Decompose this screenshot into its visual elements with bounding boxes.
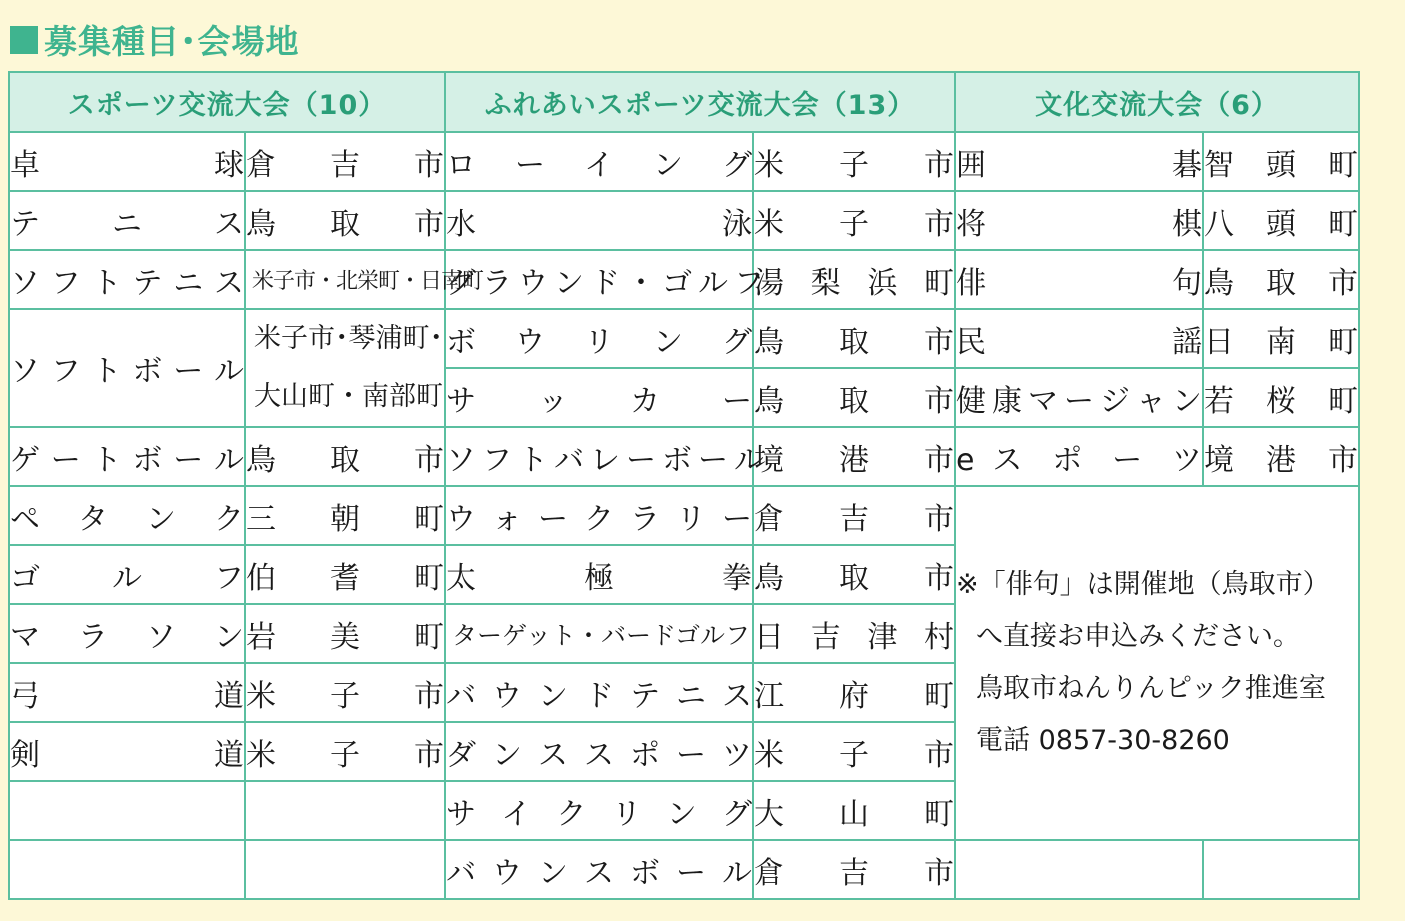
culture-event: e ス ポ ー ツ [955,427,1203,486]
empty-cell [245,781,445,840]
culture-event: 囲 碁 [955,132,1203,191]
culture-venue: 鳥 取 市 [1203,250,1359,309]
fureai-venue: 米 子 市 [753,191,955,250]
empty-cell [1203,840,1359,899]
culture-event: 健 康 マ ー ジ ャ ン [955,368,1203,427]
culture-venue: 日 南 町 [1203,309,1359,368]
sports-event: ゲ ー ト ボ ー ル [9,427,245,486]
fureai-event: グ ラ ウ ン ド ・ ゴ ル フ [445,250,753,309]
sports-event: ソ フ ト テ ニ ス [9,250,245,309]
fureai-event: 太 極 拳 [445,545,753,604]
sports-venue: 倉 吉 市 [245,132,445,191]
sports-event: マ ラ ソ ン [9,604,245,663]
table-row [9,309,1359,368]
fureai-venue: 鳥 取 市 [753,368,955,427]
fureai-venue: 倉 吉 市 [753,840,955,899]
sports-venue: 伯 耆 町 [245,545,445,604]
header-sports: スポーツ交流大会（10） [9,72,445,132]
sports-venue: 米 子 市 [245,663,445,722]
fureai-venue: 鳥 取 市 [753,545,955,604]
sports-event: ペ タ ン ク [9,486,245,545]
sports-event: ゴ ル フ [9,545,245,604]
fureai-event: ウ ォ ー ク ラ リ ー [445,486,753,545]
culture-event: 将 棋 [955,191,1203,250]
sports-venue: 鳥 取 市 [245,191,445,250]
culture-event: 俳 句 [955,250,1203,309]
sports-venue: 三 朝 町 [245,486,445,545]
culture-venue: 若 桜 町 [1203,368,1359,427]
fureai-venue: 米 子 市 [753,132,955,191]
culture-note [955,486,1359,840]
table-row [9,191,1359,250]
fureai-event: ボ ウ リ ン グ [445,309,753,368]
culture-venue: 境 港 市 [1203,427,1359,486]
fureai-venue: 米 子 市 [753,722,955,781]
culture-event: 民 謡 [955,309,1203,368]
table-row [9,840,1359,899]
sports-event: 剣 道 [9,722,245,781]
sports-venue: 米子市・北栄町・日南町 [245,250,445,309]
table-row [9,427,1359,486]
fureai-venue: 境 港 市 [753,427,955,486]
note-line: へ直接お申込みください。 [976,621,1300,652]
sports-event: テ ニ ス [9,191,245,250]
sports-event: 卓 球 [9,132,245,191]
table-header-row [9,72,1359,132]
sports-venue [245,309,445,427]
header-fureai: ふれあいスポーツ交流大会（13） [445,72,955,132]
sports-venue: 鳥 取 市 [245,427,445,486]
empty-cell [245,840,445,899]
table-row [9,250,1359,309]
events-table [8,71,1360,900]
sports-venue: 米 子 市 [245,722,445,781]
section-title-text: 募集種目･会場地 [44,22,300,61]
fureai-venue: 倉 吉 市 [753,486,955,545]
fureai-venue: 鳥 取 市 [753,309,955,368]
header-culture: 文化交流大会（6） [955,72,1359,132]
table-row [9,486,1359,545]
sports-event: ソ フ ト ボ ー ル [9,309,245,427]
empty-cell [9,840,245,899]
title-square-icon [10,26,38,54]
fureai-venue: 江 府 町 [753,663,955,722]
culture-venue: 智 頭 町 [1203,132,1359,191]
fureai-venue: 湯 梨 浜 町 [753,250,955,309]
culture-venue: 八 頭 町 [1203,191,1359,250]
fureai-event: ロ ー イ ン グ [445,132,753,191]
note-line: 鳥取市ねんりんピック推進室 [976,673,1326,704]
fureai-event: バ ウ ン ド テ ニ ス [445,663,753,722]
fureai-venue: 日 吉 津 村 [753,604,955,663]
empty-cell [955,840,1203,899]
fureai-event: ターゲット・バードゴルフ [445,604,753,663]
fureai-event: バ ウ ン ス ボ ー ル [445,840,753,899]
sports-event: 弓 道 [9,663,245,722]
note-line: ※「俳句」は開催地（鳥取市） [956,569,1330,600]
sports-venue-line: 大山町・南部町 [254,381,443,412]
note-line: 電話 0857-30-8260 [976,725,1230,756]
fureai-venue: 大 山 町 [753,781,955,840]
fureai-event: ダ ン ス ス ポ ー ツ [445,722,753,781]
table-row [9,132,1359,191]
sports-venue: 岩 美 町 [245,604,445,663]
fureai-event: 水 泳 [445,191,753,250]
section-title [10,16,300,63]
sports-venue-line: 米子市･琴浦町･ [254,323,443,354]
fureai-event: サ イ ク リ ン グ [445,781,753,840]
fureai-event: ソ フ ト バ レ ー ボ ー ル [445,427,753,486]
fureai-event: サ ッ カ ー [445,368,753,427]
empty-cell [9,781,245,840]
